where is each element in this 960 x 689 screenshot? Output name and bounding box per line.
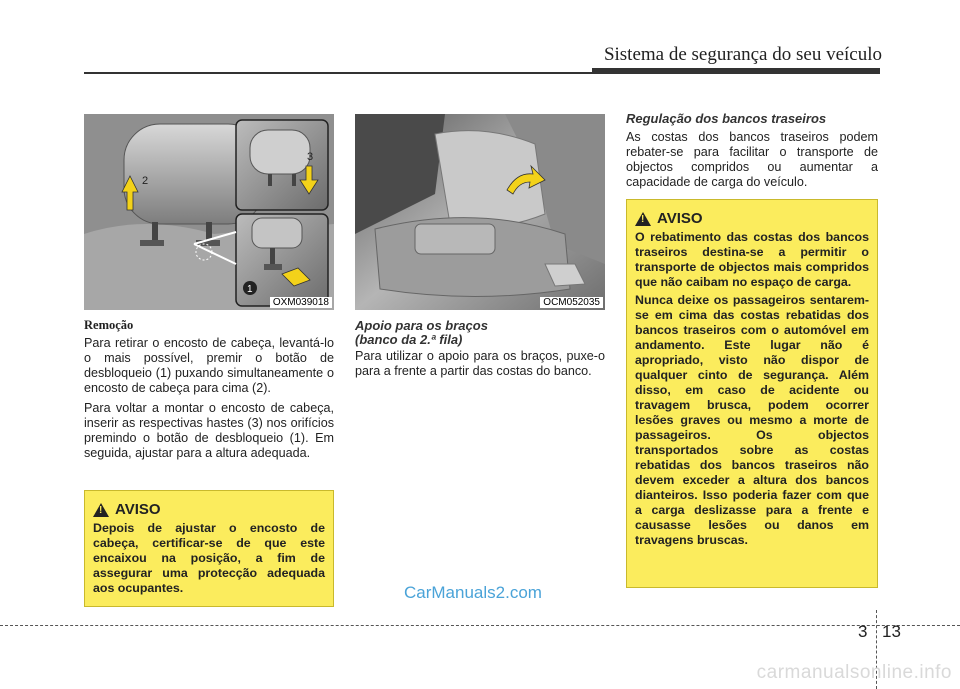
- warning-box: [84, 490, 334, 607]
- page-number: 13: [882, 622, 901, 641]
- callout-1: 1: [247, 284, 253, 295]
- armrest-photo: [355, 114, 605, 310]
- callout-2: 2: [142, 175, 149, 187]
- middle-column: [355, 319, 605, 384]
- section-heading-rear-seats: Regulação dos bancos traseiros: [626, 111, 827, 126]
- warning-box: [626, 199, 878, 588]
- footer-watermark[interactable]: carmanualsonline.info: [756, 662, 952, 683]
- chapter-number: 3: [858, 622, 868, 641]
- warning-text-block: [635, 230, 869, 548]
- armrest-illustration: [355, 114, 605, 310]
- right-column: [626, 112, 878, 195]
- image-code-label: OXM039018: [270, 297, 332, 308]
- image-code-label: OCM052035: [540, 297, 603, 308]
- warning-text: O rebatimento das costas dos bancos traseiros destina-se a permitir o transporte de objectos mais compridos que não caibam no espaço de carga.: [635, 230, 869, 289]
- paragraph: Para voltar a montar o encosto de cabeça, inserir as respectivas hastes (3) nos orifícios premindo o botão de desbloqueio (1). Em seguida, ajustar para a altura adequada.: [84, 401, 334, 460]
- warning-title: AVISO: [115, 501, 161, 518]
- warning-header: [93, 501, 325, 518]
- warning-title: AVISO: [657, 210, 703, 227]
- warning-text-block: [93, 521, 325, 596]
- header-rule-accent: [592, 68, 880, 73]
- warning-text: Nunca deixe os passageiros sentarem-se em cima das costas rebatidas dos bancos traseiros com o automóvel em andamento. Este lugar não é apropriado, visto não dispor de qualquer cinto de segurança. Além disso, em caso de acidente ou travagem brusca, podem ocorrer lesões graves ou mesmo a morte de passageiros. Os objectos transportados sobre as costas rebatidas dos bancos traseiros não devem exceder a altura dos bancos dianteiros. Isso poderia fazer com que a carga deslizasse para a frente e causasse lesões ou danos em travagens bruscas.: [635, 293, 869, 547]
- headrest-illustration: [84, 114, 334, 310]
- paragraph: As costas dos bancos traseiros podem rebater-se para facilitar o transporte de objectos compridos ou aumentar a capacidade de carga do veículo.: [626, 130, 878, 189]
- footer-divider: [0, 625, 960, 626]
- section-heading-armrest: [355, 319, 605, 347]
- headrest-photo: [84, 114, 334, 310]
- warning-text: Depois de ajustar o encosto de cabeça, certificar-se de que este encaixou na posição, a fim de assegurar uma protecção adequada aos ocupantes.: [93, 521, 325, 595]
- warning-triangle-icon: [635, 212, 651, 226]
- paragraph: Para utilizar o apoio para os braços, puxe-o para a frente a partir das costas do banco.: [355, 349, 605, 378]
- left-column: [84, 318, 334, 466]
- heading-line: (banco da 2.ª fila): [355, 332, 463, 347]
- section-heading-removal: Remoção: [84, 318, 134, 332]
- warning-triangle-icon: [93, 503, 109, 517]
- paragraph: Para retirar o encosto de cabeça, levantá-lo o mais possível, premir o botão de desbloqueio (1) puxando simultaneamente o encosto de cabeça para cima (2).: [84, 336, 334, 395]
- heading-line: Apoio para os braços: [355, 318, 488, 333]
- page-header-title: Sistema de segurança do seu veículo: [603, 44, 882, 65]
- site-watermark[interactable]: CarManuals2.com: [404, 583, 542, 602]
- warning-header: [635, 210, 869, 227]
- callout-3: 3: [307, 151, 314, 163]
